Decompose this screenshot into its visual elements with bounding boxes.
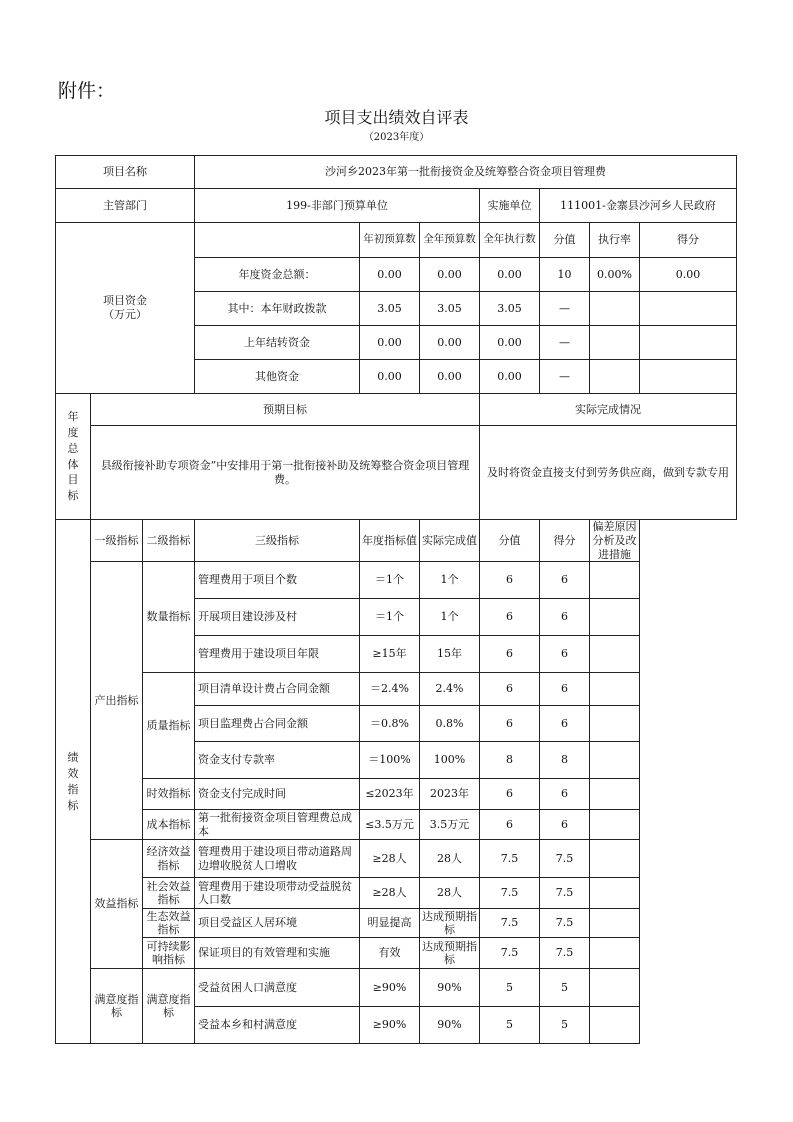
expected-goal-text: 县级衔接补助专项资金”中安排用于第一批衔接补助及统筹整合资金项目管理费。	[91, 426, 480, 520]
funds-executed: 0.00	[480, 326, 540, 360]
indicator-name: 第一批衔接资金项目管理费总成本	[195, 810, 360, 840]
header-score: 得分	[540, 520, 590, 562]
indicator-row	[56, 840, 737, 878]
header-score-value: 分值	[480, 520, 540, 562]
indicator-name: 保证项目的有效管理和实施	[195, 938, 360, 969]
impl-value: 111001-金寨县沙河乡人民政府	[540, 189, 737, 223]
indicator-name: 资金支付专款率	[195, 742, 360, 779]
indicator-score-value: 7.5	[480, 938, 540, 969]
indicator-score-value: 6	[480, 779, 540, 810]
indicator-score-value: 7.5	[480, 909, 540, 938]
indicator-row	[56, 909, 737, 938]
indicator-score-value: 6	[480, 562, 540, 599]
expected-goal-header: 预期目标	[91, 394, 480, 426]
indicator-score: 5	[540, 1007, 590, 1044]
indicator-target: ≤2023年	[360, 779, 420, 810]
indicator-row	[56, 562, 737, 599]
funds-header-executed: 全年执行数	[480, 223, 540, 258]
indicator-score-value: 6	[480, 599, 540, 636]
indicator-row	[56, 969, 737, 1007]
funds-initial: 0.00	[360, 360, 420, 394]
indicator-target: ＝2.4%	[360, 673, 420, 706]
indicator-actual: 达成预期指标	[420, 938, 480, 969]
indicator-name: 受益贫困人口满意度	[195, 969, 360, 1007]
report-year: （2023年度）	[363, 132, 430, 143]
goals-label	[56, 394, 91, 520]
indicator-row	[56, 779, 737, 810]
actual-goal-header: 实际完成情况	[480, 394, 737, 426]
indicator-analysis	[590, 779, 640, 810]
indicator-actual: 2.4%	[420, 673, 480, 706]
funds-header-row	[56, 223, 737, 258]
indicator-name: 项目监理费占合同金额	[195, 706, 360, 742]
indicator-score: 5	[540, 969, 590, 1007]
indicator-score: 6	[540, 779, 590, 810]
indicator-actual: 90%	[420, 969, 480, 1007]
indicator-score-value: 6	[480, 706, 540, 742]
performance-table	[55, 155, 737, 1044]
indicator-score: 7.5	[540, 909, 590, 938]
indicator-score: 6	[540, 810, 590, 840]
goals-header-row	[56, 394, 737, 426]
indicators-label	[56, 520, 91, 1044]
level2-quantity: 数量指标	[143, 562, 195, 673]
funds-rate	[590, 326, 640, 360]
indicator-score-value: 8	[480, 742, 540, 779]
funds-header-blank	[195, 223, 360, 258]
indicator-score-value: 5	[480, 1007, 540, 1044]
funds-score-value: —	[540, 360, 590, 394]
funds-score-value: 10	[540, 258, 590, 292]
indicator-score: 6	[540, 673, 590, 706]
indicator-name: 受益本乡和村满意度	[195, 1007, 360, 1044]
funds-row-label: 其中：本年财政拨款	[195, 292, 360, 326]
indicator-analysis	[590, 878, 640, 909]
indicator-analysis	[590, 706, 640, 742]
indicator-target: ≥28人	[360, 840, 420, 878]
funds-header-annual: 全年预算数	[420, 223, 480, 258]
indicator-name: 项目清单设计费占合同金额	[195, 673, 360, 706]
project-name-value: 沙河乡2023年第一批衔接资金及统筹整合资金项目管理费	[195, 156, 737, 189]
indicator-name: 管理费用于项目个数	[195, 562, 360, 599]
indicator-target: ＝100%	[360, 742, 420, 779]
indicator-target: 有效	[360, 938, 420, 969]
funds-initial: 3.05	[360, 292, 420, 326]
level2-cost: 成本指标	[143, 810, 195, 840]
indicator-actual: 28人	[420, 840, 480, 878]
indicator-row	[56, 810, 737, 840]
indicator-analysis	[590, 673, 640, 706]
indicator-name: 资金支付完成时间	[195, 779, 360, 810]
indicators-label-text: 绩效指标	[67, 750, 79, 812]
header-level2: 二级指标	[143, 520, 195, 562]
indicator-score: 8	[540, 742, 590, 779]
funds-score-value: —	[540, 326, 590, 360]
funds-label-text: 项目资金（万元）	[103, 294, 147, 321]
indicator-row	[56, 673, 737, 706]
funds-executed: 0.00	[480, 258, 540, 292]
indicator-actual: 1个	[420, 599, 480, 636]
indicator-name: 项目受益区人居环境	[195, 909, 360, 938]
project-name-label: 项目名称	[56, 156, 195, 189]
funds-initial: 0.00	[360, 326, 420, 360]
impl-label: 实施单位	[480, 189, 540, 223]
indicator-target: ≥90%	[360, 969, 420, 1007]
funds-executed: 3.05	[480, 292, 540, 326]
header-target: 年度指标值	[360, 520, 420, 562]
indicator-score: 6	[540, 599, 590, 636]
funds-header-rate: 执行率	[590, 223, 640, 258]
indicator-analysis	[590, 1007, 640, 1044]
indicator-target: ≥90%	[360, 1007, 420, 1044]
indicator-actual: 3.5万元	[420, 810, 480, 840]
level1-output: 产出指标	[91, 562, 143, 840]
indicator-analysis	[590, 742, 640, 779]
indicator-score: 6	[540, 706, 590, 742]
funds-row-label: 年度资金总额：	[195, 258, 360, 292]
indicator-row	[56, 878, 737, 909]
indicator-analysis	[590, 562, 640, 599]
funds-rate	[590, 292, 640, 326]
indicator-analysis	[590, 840, 640, 878]
indicator-analysis	[590, 909, 640, 938]
indicator-actual: 90%	[420, 1007, 480, 1044]
indicator-actual: 2023年	[420, 779, 480, 810]
indicator-score-value: 6	[480, 636, 540, 673]
funds-annual: 3.05	[420, 292, 480, 326]
funds-label	[56, 223, 195, 394]
funds-executed: 0.00	[480, 360, 540, 394]
indicator-analysis	[590, 599, 640, 636]
funds-header-initial: 年初预算数	[360, 223, 420, 258]
indicator-analysis	[590, 938, 640, 969]
indicator-score: 6	[540, 636, 590, 673]
indicator-target: ＝1个	[360, 599, 420, 636]
indicator-score: 7.5	[540, 938, 590, 969]
indicator-score-value: 6	[480, 810, 540, 840]
funds-score	[640, 326, 737, 360]
header-level3: 三级指标	[195, 520, 360, 562]
funds-score: 0.00	[640, 258, 737, 292]
funds-annual: 0.00	[420, 258, 480, 292]
indicator-score: 6	[540, 562, 590, 599]
funds-score	[640, 292, 737, 326]
indicator-name: 管理费用于建设项目年限	[195, 636, 360, 673]
indicator-actual: 0.8%	[420, 706, 480, 742]
indicator-name: 管理费用于建设项带动受益脱贫人口数	[195, 878, 360, 909]
indicator-target: ＝1个	[360, 562, 420, 599]
dept-label: 主管部门	[56, 189, 195, 223]
indicators-header-row	[56, 520, 737, 562]
goals-label-text: 年度总体目标	[67, 409, 79, 503]
indicator-analysis	[590, 810, 640, 840]
indicator-actual: 1个	[420, 562, 480, 599]
funds-header-score: 得分	[640, 223, 737, 258]
indicator-row	[56, 938, 737, 969]
indicator-analysis	[590, 636, 640, 673]
header-level1: 一级指标	[91, 520, 143, 562]
actual-goal-text: 及时将资金直接支付到劳务供应商，做到专款专用	[480, 426, 737, 520]
funds-annual: 0.00	[420, 360, 480, 394]
level2-ecological: 生态效益指标	[143, 909, 195, 938]
funds-rate	[590, 360, 640, 394]
level2-economic: 经济效益指标	[143, 840, 195, 878]
funds-annual: 0.00	[420, 326, 480, 360]
indicator-target: ≥28人	[360, 878, 420, 909]
indicator-actual: 15年	[420, 636, 480, 673]
funds-score-value: —	[540, 292, 590, 326]
level2-social: 社会效益指标	[143, 878, 195, 909]
indicator-score: 7.5	[540, 878, 590, 909]
level2-sustainability: 可持续影响指标	[143, 938, 195, 969]
level1-benefit: 效益指标	[91, 840, 143, 969]
indicator-target: ≤3.5万元	[360, 810, 420, 840]
indicator-score: 7.5	[540, 840, 590, 878]
indicator-score-value: 6	[480, 673, 540, 706]
funds-row-label: 其他资金	[195, 360, 360, 394]
indicator-actual: 100%	[420, 742, 480, 779]
level2-timeliness: 时效指标	[143, 779, 195, 810]
goals-content-row	[56, 426, 737, 520]
indicator-score-value: 7.5	[480, 840, 540, 878]
page-title: 项目支出绩效自评表	[324, 108, 469, 127]
department-row	[56, 189, 737, 223]
indicator-actual: 28人	[420, 878, 480, 909]
project-name-row	[56, 156, 737, 189]
funds-score	[640, 360, 737, 394]
funds-initial: 0.00	[360, 258, 420, 292]
funds-row-label: 上年结转资金	[195, 326, 360, 360]
level2-quality: 质量指标	[143, 673, 195, 779]
indicator-analysis	[590, 969, 640, 1007]
funds-header-score-value: 分值	[540, 223, 590, 258]
attachment-label: 附件：	[58, 80, 116, 102]
indicator-name: 开展项目建设涉及村	[195, 599, 360, 636]
indicator-actual: 达成预期指标	[420, 909, 480, 938]
funds-rate: 0.00%	[590, 258, 640, 292]
indicator-target: ≥15年	[360, 636, 420, 673]
dept-value: 199-非部门预算单位	[195, 189, 480, 223]
indicator-score-value: 5	[480, 969, 540, 1007]
indicator-target: ＝0.8%	[360, 706, 420, 742]
indicator-name: 管理费用于建设项目带动道路周边增收脱贫人口增收	[195, 840, 360, 878]
level2-satisfaction: 满意度指标	[143, 969, 195, 1044]
header-analysis: 偏差原因分析及改进措施	[590, 520, 640, 562]
level1-satisfaction: 满意度指标	[91, 969, 143, 1044]
header-actual: 实际完成值	[420, 520, 480, 562]
indicator-score-value: 7.5	[480, 878, 540, 909]
indicator-target: 明显提高	[360, 909, 420, 938]
